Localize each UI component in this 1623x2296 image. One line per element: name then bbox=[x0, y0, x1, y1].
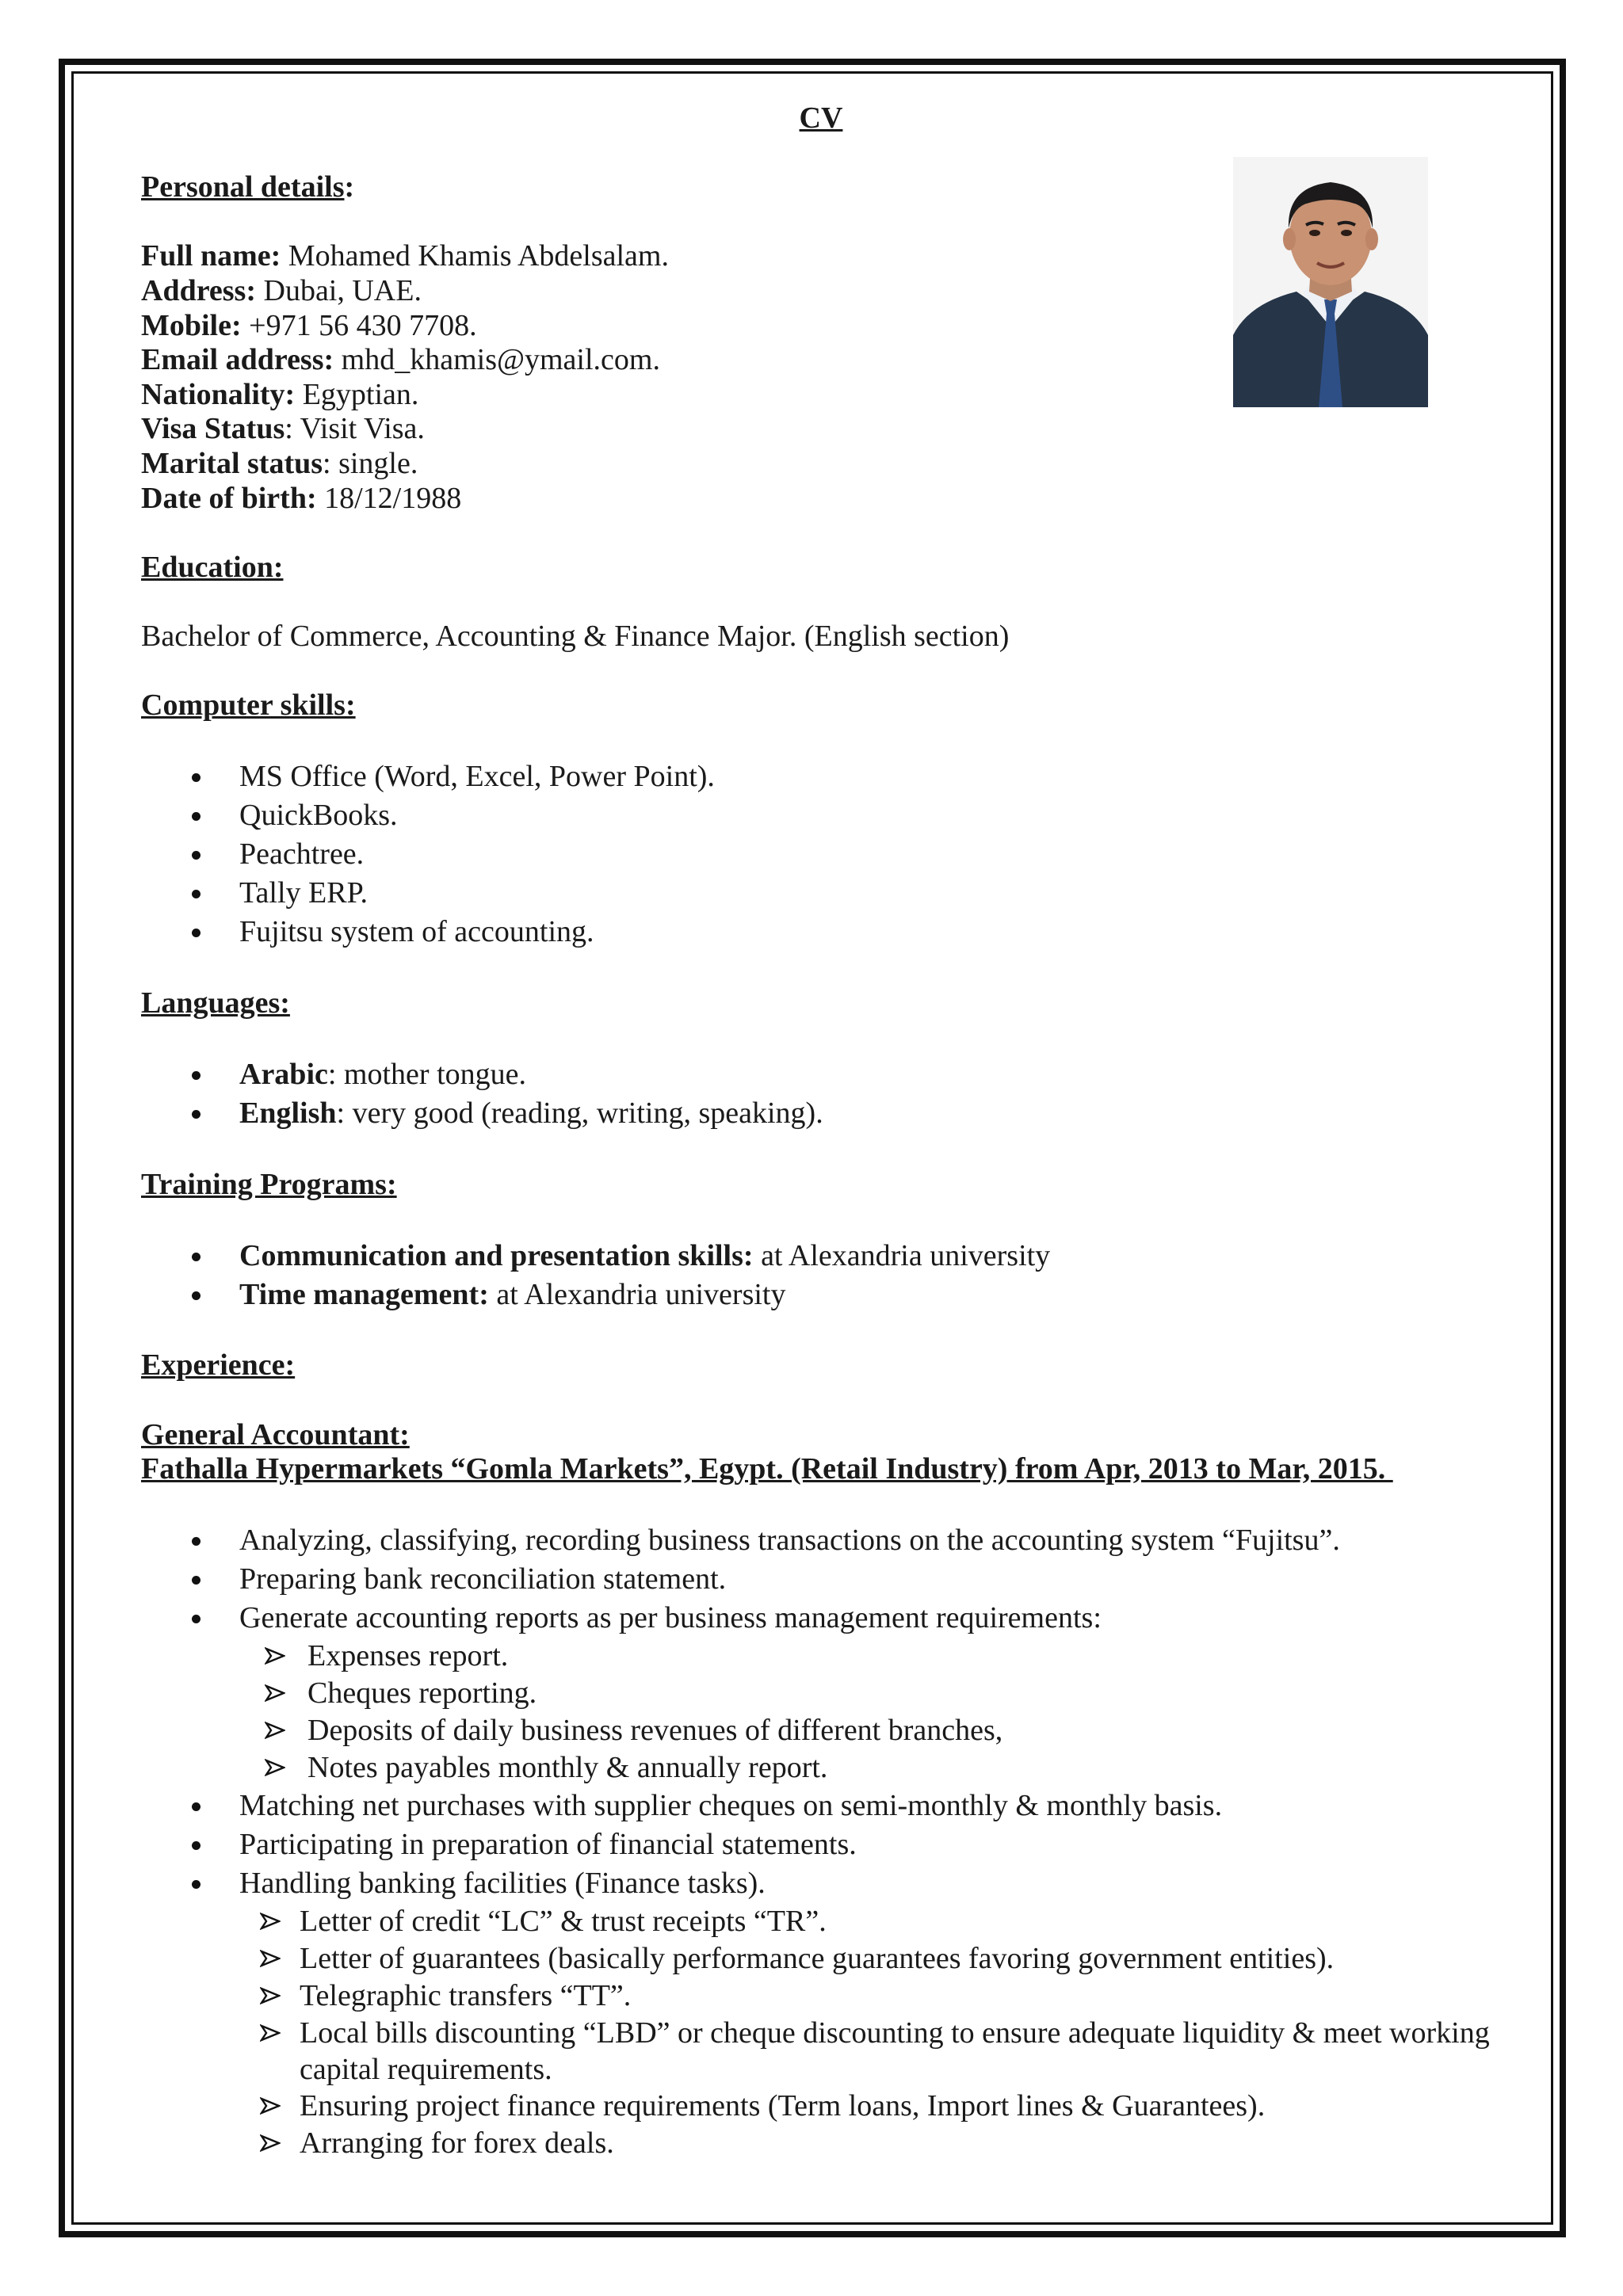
education-heading: Education: bbox=[141, 550, 284, 584]
reports-list bbox=[141, 1638, 1504, 1787]
spacer bbox=[141, 654, 1504, 689]
field-value: mhd_khamis@ymail.com. bbox=[334, 343, 660, 377]
sub-list-item bbox=[141, 1903, 1504, 1940]
spacer bbox=[141, 516, 1504, 551]
list-item bbox=[141, 1237, 1504, 1276]
sub-list-item bbox=[141, 1712, 1504, 1749]
language-level: : mother tongue. bbox=[327, 1058, 526, 1092]
sub-list-item-text: Telegraphic transfers “TT”. bbox=[300, 1979, 632, 2013]
bullet-dot-icon bbox=[192, 1110, 200, 1119]
arrow-bullet-icon bbox=[260, 1950, 281, 1967]
arrow-bullet-icon bbox=[260, 1987, 281, 2004]
training-place: at Alexandria university bbox=[753, 1238, 1051, 1272]
field-value: Dubai, UAE. bbox=[256, 273, 422, 307]
spacer bbox=[141, 1383, 1504, 1418]
computer-skills-heading: Computer skills: bbox=[141, 688, 356, 723]
arrow-bullet-icon bbox=[260, 1913, 281, 1930]
arrow-bullet-icon bbox=[265, 1722, 285, 1739]
languages-heading: Languages: bbox=[141, 986, 290, 1020]
field-label: Address: bbox=[141, 273, 256, 307]
language-name: Arabic bbox=[239, 1058, 328, 1092]
full-name-row bbox=[141, 239, 1504, 274]
field-label: Nationality: bbox=[141, 377, 296, 411]
bullet-dot-icon bbox=[192, 1615, 200, 1623]
sub-list-item-text: Cheques reporting. bbox=[307, 1676, 537, 1711]
mobile-row bbox=[141, 309, 1504, 344]
list-item-text: Analyzing, classifying, recording business transactions on the accounting system “Fujitsu”. bbox=[239, 1524, 1340, 1558]
list-item bbox=[141, 757, 1504, 796]
list-item bbox=[141, 874, 1504, 913]
list-item bbox=[141, 1560, 1504, 1599]
sub-list-item bbox=[141, 2125, 1504, 2162]
field-label: Email address: bbox=[141, 343, 334, 377]
language-name: English bbox=[239, 1097, 337, 1131]
sub-list-item-text: Notes payables monthly & annually report. bbox=[307, 1751, 828, 1785]
spacer bbox=[141, 1020, 1504, 1055]
sub-list-item-text: Arranging for forex deals. bbox=[300, 2126, 614, 2161]
list-item-text: Participating in preparation of financial statements. bbox=[239, 1828, 857, 1862]
sub-list-item-text: Letter of credit “LC” & trust receipts “TR”. bbox=[300, 1905, 827, 1939]
sub-list-item-text: Local bills discounting “LBD” or cheque discounting to ensure adequate liquidity & meet working capital requirements. bbox=[300, 2016, 1490, 2087]
list-item bbox=[141, 1276, 1504, 1314]
arrow-bullet-icon bbox=[265, 1647, 285, 1665]
list-item bbox=[141, 1094, 1504, 1133]
sub-list-item-text: Deposits of daily business revenues of different branches, bbox=[307, 1714, 1003, 1748]
bullet-dot-icon bbox=[192, 1253, 200, 1261]
bullet-dot-icon bbox=[192, 890, 200, 898]
list-item bbox=[141, 796, 1504, 835]
date-of-birth-row bbox=[141, 482, 1504, 517]
list-item bbox=[141, 1055, 1504, 1094]
address-row bbox=[141, 274, 1504, 309]
company-line: Fathalla Hypermarkets “Gomla Markets”, Egypt. (Retail Industry) from Apr, 2013 to Mar, 2015. bbox=[141, 1452, 1393, 1486]
field-label: Visa Status bbox=[141, 412, 285, 446]
email-row bbox=[141, 343, 1504, 378]
bullet-dot-icon bbox=[192, 1071, 200, 1080]
job-title: General Accountant: bbox=[141, 1417, 410, 1451]
field-value: 18/12/1988 bbox=[316, 481, 462, 515]
list-item-text: Generate accounting reports as per business management requirements: bbox=[239, 1601, 1102, 1635]
spacer bbox=[141, 1202, 1504, 1237]
bullet-dot-icon bbox=[192, 1291, 200, 1300]
field-label: Mobile: bbox=[141, 308, 242, 342]
language-level: : very good (reading, writing, speaking). bbox=[336, 1097, 823, 1131]
bullet-dot-icon bbox=[192, 1576, 200, 1585]
personal-details-heading-text: Personal details bbox=[141, 170, 345, 204]
field-value: : Visit Visa. bbox=[285, 412, 425, 446]
arrow-bullet-icon bbox=[265, 1684, 285, 1702]
languages-list bbox=[141, 1055, 1504, 1133]
cv-document bbox=[141, 101, 1504, 2162]
experience-duties-list-2 bbox=[141, 1787, 1504, 1903]
field-value: Egyptian. bbox=[295, 377, 419, 411]
field-label: Marital status bbox=[141, 446, 323, 480]
sub-list-item bbox=[141, 2088, 1504, 2125]
field-value: : single. bbox=[323, 446, 418, 480]
visa-status-row bbox=[141, 412, 1504, 447]
arrow-bullet-icon bbox=[260, 2097, 281, 2115]
spacer bbox=[141, 585, 1504, 620]
list-item bbox=[141, 1825, 1504, 1864]
spacer bbox=[141, 952, 1504, 986]
bullet-dot-icon bbox=[192, 1841, 200, 1850]
training-name: Communication and presentation skills: bbox=[239, 1238, 754, 1272]
bullet-dot-icon bbox=[192, 812, 200, 821]
list-item bbox=[141, 1787, 1504, 1825]
sub-list-item bbox=[141, 1978, 1504, 2015]
training-place: at Alexandria university bbox=[488, 1277, 786, 1311]
spacer bbox=[141, 1487, 1504, 1522]
list-item-text: MS Office (Word, Excel, Power Point). bbox=[239, 760, 715, 794]
list-item-text: QuickBooks. bbox=[239, 799, 398, 833]
training-name: Time management: bbox=[239, 1277, 489, 1311]
spacer bbox=[141, 723, 1504, 758]
field-label: Date of birth: bbox=[141, 481, 317, 515]
arrow-bullet-icon bbox=[260, 2134, 281, 2152]
sub-list-item bbox=[141, 1749, 1504, 1787]
sub-list-item bbox=[141, 1940, 1504, 1978]
list-item-text: Peachtree. bbox=[239, 837, 365, 871]
computer-skills-list bbox=[141, 757, 1504, 952]
personal-details-heading bbox=[141, 170, 1504, 205]
sub-list-item bbox=[141, 1675, 1504, 1712]
field-value: Mohamed Khamis Abdelsalam. bbox=[281, 239, 669, 273]
field-label: Full name: bbox=[141, 239, 281, 273]
nationality-row bbox=[141, 378, 1504, 413]
spacer bbox=[141, 205, 1504, 240]
document-title: CV bbox=[799, 101, 843, 135]
training-list bbox=[141, 1237, 1504, 1314]
arrow-bullet-icon bbox=[260, 2024, 281, 2042]
list-item-text: Matching net purchases with supplier cheques on semi-monthly & monthly basis. bbox=[239, 1789, 1223, 1823]
sub-list-item bbox=[141, 2015, 1512, 2088]
bullet-dot-icon bbox=[192, 1880, 200, 1889]
spacer bbox=[141, 136, 1504, 171]
list-item-text: Handling banking facilities (Finance tasks). bbox=[239, 1867, 766, 1901]
education-text: Bachelor of Commerce, Accounting & Finance Major. (English section) bbox=[141, 619, 1010, 653]
list-item bbox=[141, 1521, 1504, 1560]
sub-list-item-text: Expenses report. bbox=[307, 1639, 509, 1673]
field-value: +971 56 430 7708. bbox=[241, 308, 477, 342]
list-item bbox=[141, 835, 1504, 874]
spacer bbox=[141, 1314, 1504, 1349]
bullet-dot-icon bbox=[192, 773, 200, 782]
bullet-dot-icon bbox=[192, 851, 200, 860]
list-item-text: Fujitsu system of accounting. bbox=[239, 915, 594, 949]
marital-status-row bbox=[141, 447, 1504, 482]
sub-list-item-text: Letter of guarantees (basically performance guarantees favoring government entities). bbox=[300, 1942, 1335, 1976]
experience-duties-list bbox=[141, 1521, 1504, 1638]
experience-heading: Experience: bbox=[141, 1348, 296, 1383]
personal-details-heading-colon: : bbox=[344, 170, 355, 204]
bullet-dot-icon bbox=[192, 1802, 200, 1811]
bullet-dot-icon bbox=[192, 929, 200, 937]
sub-list-item bbox=[141, 1638, 1504, 1675]
list-item-text: Preparing bank reconciliation statement. bbox=[239, 1562, 727, 1596]
sub-list-item-text: Ensuring project finance requirements (Term loans, Import lines & Guarantees). bbox=[300, 2089, 1266, 2123]
bullet-dot-icon bbox=[192, 1537, 200, 1546]
training-heading: Training Programs: bbox=[141, 1167, 397, 1201]
list-item-text: Tally ERP. bbox=[239, 876, 369, 910]
banking-list bbox=[141, 1903, 1504, 2162]
arrow-bullet-icon bbox=[265, 1759, 285, 1776]
list-item bbox=[141, 1864, 1504, 1903]
list-item bbox=[141, 913, 1504, 952]
list-item bbox=[141, 1599, 1504, 1638]
spacer bbox=[141, 1133, 1504, 1168]
